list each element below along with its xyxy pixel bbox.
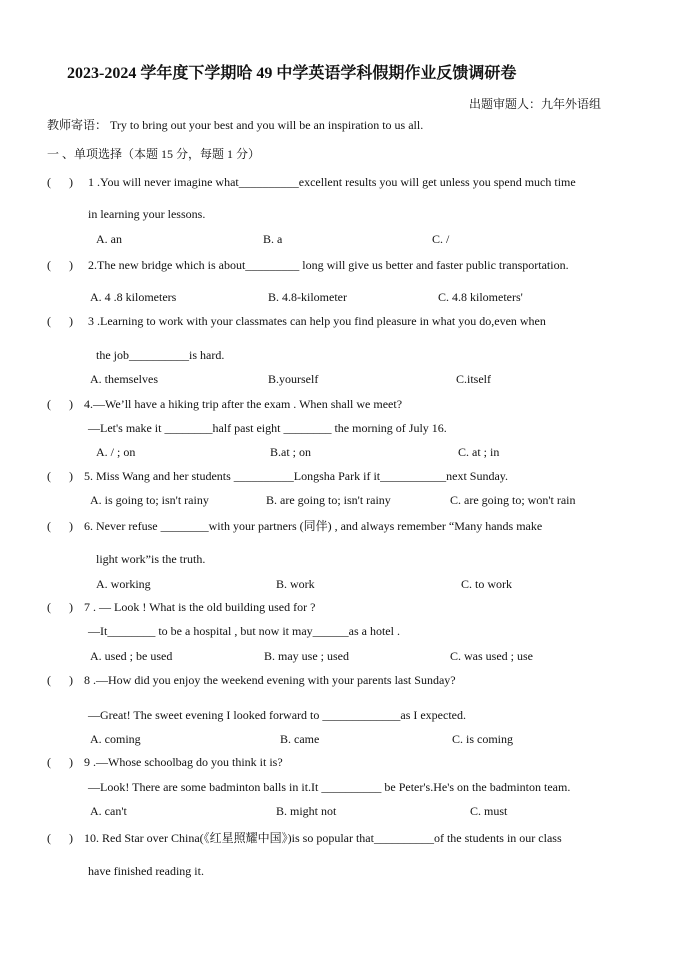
q5-option-a: A. is going to; isn't rainy [90,493,209,507]
q4-option-c: C. at ; in [458,445,500,459]
answer-blank-q6[interactable]: ( ) [47,519,73,533]
answer-blank-q7[interactable]: ( ) [47,600,73,614]
q4-option-a: A. / ; on [96,445,136,459]
q6-option-b: B. work [276,577,315,591]
q3-option-c: C.itself [456,372,491,386]
question-2-line-1: 2.The new bridge which is about_________ long will give us better and faster public transportation. [88,258,569,272]
q2-option-c: C. 4.8 kilometers' [438,290,523,304]
q8-option-c: C. is coming [452,732,514,746]
q8-option-b: B. came [280,732,320,746]
answer-blank-q5[interactable]: ( ) [47,469,73,483]
question-8-line-2: —Great! The sweet evening I looked forward to _____________as I expected. [88,708,466,722]
answer-blank-q10[interactable]: ( ) [47,831,73,845]
answer-blank-q8[interactable]: ( ) [47,673,73,687]
q4-option-b: B.at ; on [270,445,311,459]
question-3-line-2: the job__________is hard. [96,348,225,362]
question-8-line-1: 8 .—How did you enjoy the weekend evening with your parents last Sunday? [84,673,456,687]
q1-option-c: C. / [432,232,450,246]
question-9-line-2: —Look! There are some badminton balls in it.It __________ be Peter's.He's on the badminton team. [88,780,571,794]
q3-option-a: A. themselves [90,372,158,386]
q1-option-b: B. a [263,232,283,246]
answer-blank-q2[interactable]: ( ) [47,258,73,272]
question-3-line-1: 3 .Learning to work with your classmates can help you find pleasure in what you do,even when [88,314,546,328]
q5-option-b: B. are going to; isn't rainy [266,493,391,507]
question-9-line-1: 9 .—Whose schoolbag do you think it is? [84,755,283,769]
answer-blank-q9[interactable]: ( ) [47,755,73,769]
question-10-line-1: 10. Red Star over China(《红星照耀中国》)is so popular that__________of the students in our class [84,831,562,845]
question-1-line-2: in learning your lessons. [88,207,206,221]
answer-blank-q4[interactable]: ( ) [47,397,73,411]
q9-option-c: C. must [470,804,508,818]
question-4-line-2: —Let's make it ________half past eight ________ the morning of July 16. [88,421,447,435]
answer-blank-q1[interactable]: ( ) [47,175,73,189]
q9-option-a: A. can't [90,804,127,818]
question-6-line-1: 6. Never refuse ________with your partners (同伴) , and always remember “Many hands make [84,519,543,533]
q6-option-a: A. working [96,577,151,591]
teacher-motto: 教师寄语： Try to bring out your best and you will be an inspiration to us all. [47,118,424,132]
question-6-line-2: light work”is the truth. [96,552,206,566]
question-5-line-1: 5. Miss Wang and her students __________Longsha Park if it___________next Sunday. [84,469,509,483]
question-4-line-1: 4.—We’ll have a hiking trip after the exam . When shall we meet? [84,397,403,411]
author-line: 出题审题人：九年外语组 [469,97,602,111]
q1-option-a: A. an [96,232,122,246]
q7-option-c: C. was used ; use [450,649,533,663]
question-1-line-1: 1 .You will never imagine what__________excellent results you will get unless you spend much time [88,175,576,189]
q7-option-b: B. may use ; used [264,649,349,663]
section-heading: 一 、单项选择（本题 15 分，每题 1 分） [47,147,261,161]
q2-option-b: B. 4.8-kilometer [268,290,347,304]
q9-option-b: B. might not [276,804,337,818]
q7-option-a: A. used ; be used [90,649,173,663]
question-7-line-1: 7 . — Look ! What is the old building used for ? [84,600,316,614]
answer-blank-q3[interactable]: ( ) [47,314,73,328]
q6-option-c: C. to work [461,577,512,591]
question-10-line-2: have finished reading it. [88,864,204,878]
q2-option-a: A. 4 .8 kilometers [90,290,177,304]
q3-option-b: B.yourself [268,372,319,386]
question-7-line-2: —It________ to be a hospital , but now it may______as a hotel . [88,624,400,638]
page-title: 2023-2024 学年度下学期哈 49 中学英语学科假期作业反馈调研卷 [67,65,517,82]
q5-option-c: C. are going to; won't rain [450,493,576,507]
q8-option-a: A. coming [90,732,141,746]
